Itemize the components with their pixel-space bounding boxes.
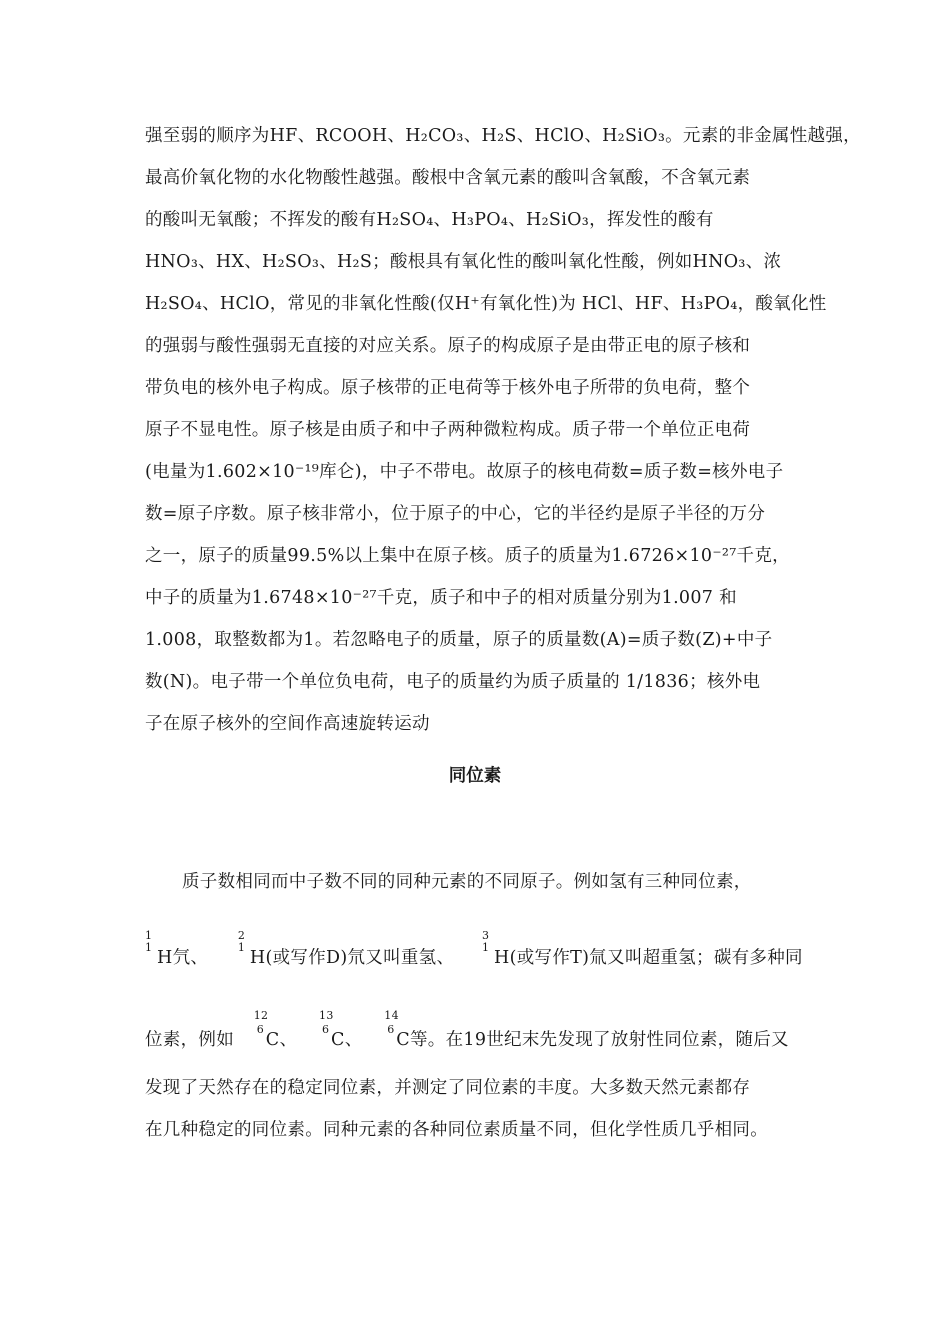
isotope-line-hydrogen bbox=[145, 929, 803, 968]
text-line: (电量为1.602×10⁻¹⁹库仑)，中子不带电。故原子的核电荷数=质子数=核外电子 bbox=[145, 462, 784, 482]
text-line: 发现了天然存在的稳定同位素，并测定了同位素的丰度。大多数天然元素都存 bbox=[145, 1078, 751, 1098]
element-symbol: C bbox=[396, 1030, 410, 1050]
isotope-notation-h1 bbox=[145, 929, 173, 968]
isotope-notation-c12 bbox=[253, 1009, 280, 1050]
text-line: 之一，原子的质量99.5%以上集中在原子核。质子的质量为1.6726×10⁻²⁷千克， bbox=[145, 546, 790, 566]
element-symbol: C bbox=[331, 1030, 345, 1050]
text-line: 的强弱与酸性强弱无直接的对应关系。原子的构成原子是由带正电的原子核和 bbox=[145, 336, 751, 356]
text-line: 子在原子核外的空间作高速旋转运动 bbox=[145, 714, 430, 734]
atomic-number: 6 bbox=[256, 1023, 265, 1036]
element-symbol: H bbox=[157, 948, 173, 968]
text-line: 数=原子序数。原子核非常小，位于原子的中心，它的半径约是原子半径的万分 bbox=[145, 504, 766, 524]
isotope-text: (或写作D)氘又叫重氢、 bbox=[265, 948, 455, 968]
text-line: 1.008，取整数都为1。若忽略电子的质量，原子的质量数(A)=质子数(Z)+中子 bbox=[145, 630, 773, 650]
atomic-number: 1 bbox=[145, 941, 153, 954]
atomic-number: 6 bbox=[387, 1023, 395, 1036]
isotope-text: 氕、 bbox=[172, 948, 209, 968]
isotope-text: 、 bbox=[344, 1030, 363, 1050]
section-title: 同位素 bbox=[448, 766, 502, 786]
isotope-text: 等。在19世纪末先发现了放射性同位素，随后又 bbox=[409, 1030, 789, 1050]
mass-number: 12 bbox=[253, 1009, 269, 1022]
isotope-text: 位素，例如 bbox=[145, 1030, 234, 1050]
mass-number: 14 bbox=[384, 1009, 399, 1022]
mass-number: 13 bbox=[319, 1009, 334, 1022]
text-line: 的酸叫无氧酸；不挥发的酸有H₂SO₄、H₃PO₄、H₂SiO₃，挥发性的酸有 bbox=[145, 210, 714, 230]
atomic-number: 1 bbox=[482, 941, 490, 954]
isotope-notation-c14 bbox=[384, 1009, 410, 1050]
mass-number: 2 bbox=[237, 929, 246, 942]
mass-number: 1 bbox=[145, 929, 153, 942]
element-symbol: H bbox=[494, 948, 510, 968]
element-symbol: H bbox=[249, 948, 266, 968]
text-line: 最高价氧化物的水化物酸性越强。酸根中含氧元素的酸叫含氧酸，不含氧元素 bbox=[145, 168, 751, 188]
text-line: 带负电的核外电子构成。原子核带的正电荷等于核外电子所带的负电荷，整个 bbox=[145, 378, 751, 398]
element-symbol: C bbox=[265, 1030, 280, 1050]
isotope-notation-h2 bbox=[237, 929, 266, 968]
mass-number: 3 bbox=[482, 929, 490, 942]
text-line: 质子数相同而中子数不同的同种元素的不同原子。例如氢有三种同位素， bbox=[182, 872, 752, 892]
isotope-text: 、 bbox=[279, 1030, 298, 1050]
isotope-notation-c13 bbox=[319, 1009, 345, 1050]
isotope-text: (或写作T)氚又叫超重氢；碳有多种同 bbox=[509, 948, 803, 968]
text-line: 在几种稳定的同位素。同种元素的各种同位素质量不同，但化学性质几乎相同。 bbox=[145, 1120, 768, 1140]
text-line: 强至弱的顺序为HF、RCOOH、H₂CO₃、H₂S、HClO、H₂SiO₃。元素的非金属性越强， bbox=[145, 126, 861, 146]
atomic-number: 6 bbox=[322, 1023, 330, 1036]
atomic-number: 1 bbox=[237, 941, 246, 954]
isotope-line-carbon bbox=[145, 1009, 789, 1050]
text-line: H₂SO₄、HClO，常见的非氧化性酸(仅H⁺有氧化性)为 HCl、HF、H₃PO₄，酸氧化性 bbox=[145, 294, 827, 314]
isotope-notation-h3 bbox=[482, 929, 510, 968]
text-line: 原子不显电性。原子核是由质子和中子两种微粒构成。质子带一个单位正电荷 bbox=[145, 420, 751, 440]
text-line: HNO₃、HX、H₂SO₃、H₂S；酸根具有氧化性的酸叫氧化性酸，例如HNO₃、浓 bbox=[145, 252, 782, 272]
text-line: 数(N)。电子带一个单位负电荷，电子的质量约为质子质量的 1/1836；核外电 bbox=[145, 672, 761, 692]
text-line: 中子的质量为1.6748×10⁻²⁷千克，质子和中子的相对质量分别为1.007 和 bbox=[145, 588, 737, 608]
